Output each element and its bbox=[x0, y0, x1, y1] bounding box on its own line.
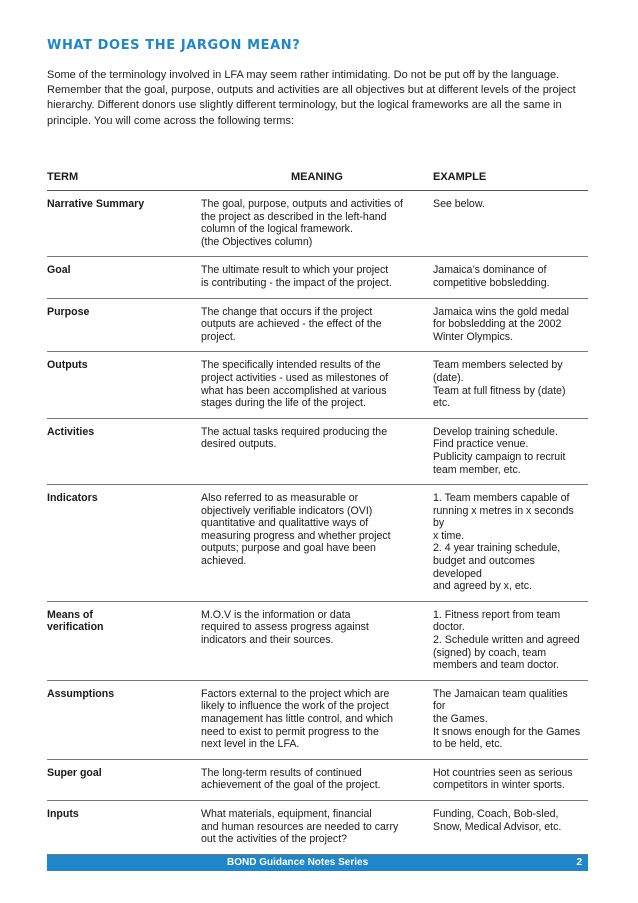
example-cell bbox=[433, 800, 588, 854]
term-cell bbox=[47, 191, 201, 257]
meaning-cell-line: management has little control, and which bbox=[201, 713, 393, 725]
meaning-cell bbox=[201, 352, 433, 418]
example-cell-line: (signed) by coach, team bbox=[433, 646, 547, 659]
term-cell bbox=[47, 352, 201, 418]
example-cell-line: Winter Olympics. bbox=[433, 330, 514, 343]
example-cell-line: Funding, Coach, Bob-sled, bbox=[433, 807, 559, 820]
header-example: EXAMPLE bbox=[433, 168, 588, 191]
meaning-cell-line: quantitative and qualitattive ways of bbox=[201, 517, 369, 530]
meaning-cell-line: need to exist to permit progress to the bbox=[201, 725, 379, 738]
example-cell-line: doctor. bbox=[433, 621, 465, 634]
footer-bar bbox=[47, 855, 588, 871]
term-cell bbox=[47, 418, 201, 484]
term-cell bbox=[47, 601, 201, 680]
table-row bbox=[47, 759, 588, 800]
header-term: TERM bbox=[47, 168, 201, 191]
term-cell-line: Outputs bbox=[47, 359, 88, 372]
meaning-cell bbox=[201, 418, 433, 484]
example-cell-line: competitors in winter sports. bbox=[433, 779, 565, 792]
term-cell-line: Activities bbox=[47, 425, 95, 438]
meaning-cell-line: The long-term results of continued bbox=[201, 766, 362, 779]
example-cell-line: Find practice venue. bbox=[433, 438, 529, 451]
meaning-cell-line: out the activities of the project? bbox=[201, 833, 348, 846]
example-cell bbox=[433, 191, 588, 257]
meaning-cell bbox=[201, 485, 433, 602]
example-cell-line: Publicity campaign to recruit bbox=[433, 450, 566, 463]
table-row bbox=[47, 800, 588, 854]
meaning-cell-line: project. bbox=[201, 330, 236, 343]
example-cell-line: the Games. bbox=[433, 713, 488, 725]
example-cell-line: See below. bbox=[433, 198, 485, 210]
term-cell-line: Purpose bbox=[47, 305, 90, 318]
table-row bbox=[47, 601, 588, 680]
meaning-cell-line: The actual tasks required producing the bbox=[201, 425, 388, 438]
table-header-row bbox=[47, 168, 588, 191]
example-cell-line: 1. Fitness report from team bbox=[433, 608, 561, 621]
header-meaning: MEANING bbox=[201, 168, 433, 191]
meaning-cell-line: project activities - used as milestones of bbox=[201, 371, 389, 384]
table-row bbox=[47, 298, 588, 352]
term-cell bbox=[47, 298, 201, 352]
example-cell-line: for bobsledding at the 2002 bbox=[433, 318, 562, 331]
meaning-cell-line: and human resources are needed to carry bbox=[201, 820, 399, 833]
page-heading: WHAT DOES THE JARGON MEAN? bbox=[47, 38, 301, 53]
example-cell-line: Snow, Medical Advisor, etc. bbox=[433, 820, 562, 833]
table-body bbox=[47, 191, 588, 855]
example-cell-line: Develop training schedule. bbox=[433, 425, 558, 438]
example-cell-line: 2. 4 year training schedule, bbox=[433, 542, 561, 555]
meaning-cell-line: measuring progress and whether project bbox=[201, 529, 391, 542]
meaning-cell-line: The change that occurs if the project bbox=[201, 305, 373, 318]
term-cell-line: Narrative Summary bbox=[47, 198, 145, 210]
example-cell-line: members and team doctor. bbox=[433, 659, 560, 672]
meaning-cell-line: (the Objectives column) bbox=[201, 235, 313, 248]
meaning-cell-line: column of the logical framework. bbox=[201, 223, 353, 236]
term-cell-line: Super goal bbox=[47, 766, 102, 779]
term-cell bbox=[47, 759, 201, 800]
meaning-cell bbox=[201, 191, 433, 257]
table-row bbox=[47, 352, 588, 418]
meaning-cell-line: The goal, purpose, outputs and activities of bbox=[201, 198, 403, 210]
meaning-cell bbox=[201, 759, 433, 800]
example-cell-line: x time. bbox=[433, 529, 465, 542]
example-cell-line: Team members selected by bbox=[433, 359, 563, 372]
term-cell-line: Means of bbox=[47, 608, 93, 621]
example-cell-line: budget and outcomes developed bbox=[433, 555, 535, 580]
meaning-cell bbox=[201, 601, 433, 680]
example-cell-line: running x metres in x seconds by bbox=[433, 504, 574, 530]
term-cell-line: Indicators bbox=[47, 492, 98, 505]
example-cell-line: 1. Team members capable of bbox=[433, 492, 570, 505]
table-row bbox=[47, 191, 588, 257]
meaning-cell-line: outputs; purpose and goal have been bbox=[201, 542, 376, 555]
example-cell-line: (date). bbox=[433, 371, 464, 384]
meaning-cell bbox=[201, 800, 433, 854]
meaning-cell bbox=[201, 680, 433, 759]
example-cell-line: team member, etc. bbox=[433, 463, 521, 476]
table-row bbox=[47, 418, 588, 484]
meaning-cell-line: desired outputs. bbox=[201, 438, 277, 451]
term-cell bbox=[47, 257, 201, 298]
example-cell bbox=[433, 601, 588, 680]
example-cell-line: Hot countries seen as serious bbox=[433, 766, 573, 779]
meaning-cell-line: Also referred to as measurable or bbox=[201, 492, 359, 505]
term-cell bbox=[47, 800, 201, 854]
meaning-cell-line: M.O.V is the information or data bbox=[201, 608, 351, 621]
meaning-cell-line: Factors external to the project which are bbox=[201, 687, 390, 700]
example-cell-line: Jamaica’s dominance of bbox=[433, 264, 547, 277]
table-row bbox=[47, 485, 588, 602]
meaning-cell-line: is contributing - the impact of the project. bbox=[201, 276, 392, 289]
example-cell-line: It snows enough for the Games bbox=[433, 725, 581, 738]
meaning-cell-line: what has been accomplished at various bbox=[201, 384, 387, 397]
meaning-cell-line: indicators and their sources. bbox=[201, 634, 334, 647]
meaning-cell-line: required to assess progress against bbox=[201, 621, 369, 634]
meaning-cell-line: achieved. bbox=[201, 555, 247, 568]
example-cell bbox=[433, 680, 588, 759]
term-cell-line: Assumptions bbox=[47, 687, 115, 700]
example-cell bbox=[433, 485, 588, 602]
example-cell bbox=[433, 298, 588, 352]
example-cell bbox=[433, 257, 588, 298]
term-cell-line: Inputs bbox=[47, 807, 79, 820]
term-cell bbox=[47, 485, 201, 602]
meaning-cell-line: The specifically intended results of the bbox=[201, 359, 381, 372]
meaning-cell-line: outputs are achieved - the effect of the bbox=[201, 318, 382, 331]
example-cell-line: to be held, etc. bbox=[433, 738, 503, 751]
table-row bbox=[47, 257, 588, 298]
meaning-cell bbox=[201, 257, 433, 298]
footer-series: BOND Guidance Notes Series bbox=[227, 857, 369, 868]
example-cell-line: 2. Schedule written and agreed bbox=[433, 634, 580, 647]
meaning-cell-line: objectively verifiable indicators (OVI) bbox=[201, 504, 373, 517]
meaning-cell-line: next level in the LFA. bbox=[201, 738, 300, 751]
example-cell-line: and agreed by x, etc. bbox=[433, 580, 532, 593]
meaning-cell-line: the project as described in the left-hand bbox=[201, 210, 387, 223]
meaning-cell bbox=[201, 298, 433, 352]
meaning-cell-line: stages during the life of the project. bbox=[201, 397, 366, 410]
term-cell-line: Goal bbox=[47, 264, 71, 277]
table-row bbox=[47, 680, 588, 759]
meaning-cell-line: The ultimate result to which your project bbox=[201, 264, 389, 277]
example-cell bbox=[433, 759, 588, 800]
meaning-cell-line: likely to influence the work of the project bbox=[201, 700, 389, 713]
intro-paragraph: Some of the terminology involved in LFA may seem rather intimidating. Do not be put off by the language. Remember that the goal, purpose, outputs and activities are all objectives but at different levels of the project hierarchy. Different donors use slightly different terminology, but the logical frameworks are all the same in principle. You will come across the following terms: bbox=[47, 69, 576, 127]
example-cell-line: Team at full fitness by (date) etc. bbox=[433, 384, 566, 410]
example-cell-line: competitive bobsledding. bbox=[433, 276, 550, 289]
page-number: 2 bbox=[576, 857, 582, 868]
example-cell bbox=[433, 352, 588, 418]
example-cell-line: Jamaica wins the gold medal bbox=[433, 305, 570, 318]
jargon-table bbox=[47, 168, 588, 855]
example-cell-line: The Jamaican team qualities for bbox=[433, 687, 568, 713]
term-cell bbox=[47, 680, 201, 759]
meaning-cell-line: achievement of the goal of the project. bbox=[201, 779, 381, 792]
term-cell-line: verification bbox=[47, 621, 104, 634]
meaning-cell-line: What materials, equipment, financial bbox=[201, 807, 372, 820]
example-cell bbox=[433, 418, 588, 484]
